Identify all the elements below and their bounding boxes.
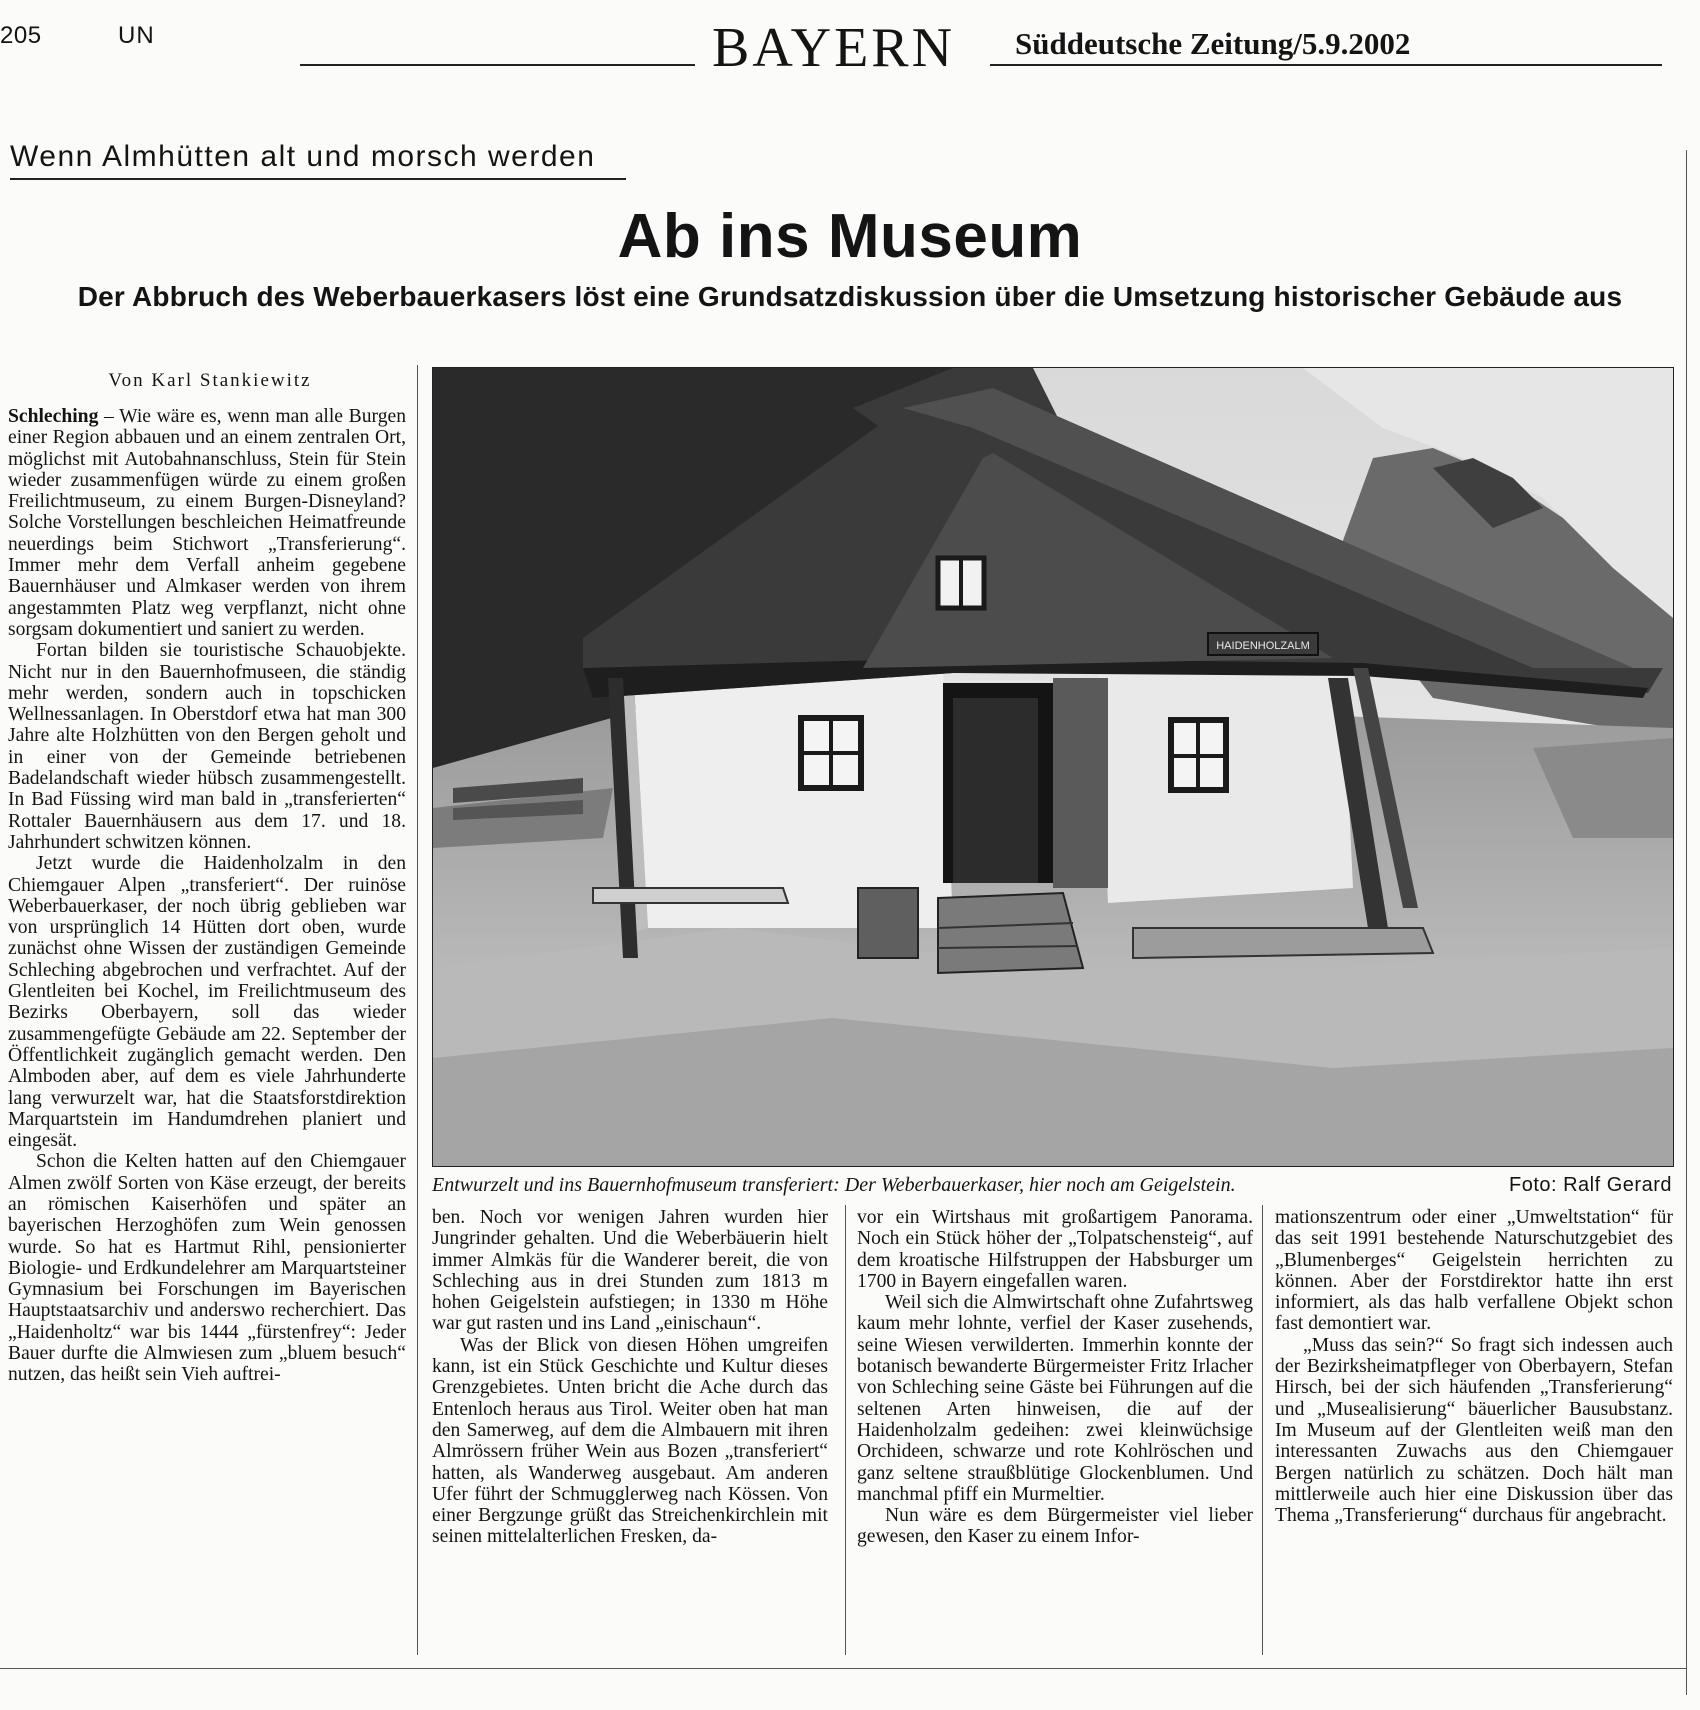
bottom-rule	[0, 1668, 1686, 1669]
header-rule-left	[300, 64, 695, 66]
dateline: Schleching	[8, 406, 99, 427]
column-rule	[845, 1205, 846, 1655]
column-4	[1275, 1207, 1673, 1526]
paragraph: mationszentrum oder einer „Umweltstation“ für das seit 1991 bestehende Naturschutzgebiet des „Blumenberges“ Geigelstein herrichten zu können. Aber der Forstdirektor hatte ihn erst informiert, als das halb verfallene Objekt schon fast demontiert war.	[1275, 1207, 1673, 1335]
paragraph: vor ein Wirtshaus mit großartigem Panorama. Noch ein Stück höher der „Tolpatschensteig“, auf dem kroatische Hilfstruppen der Habsburger um 1700 in Bayern eingefallen waren.	[857, 1207, 1253, 1292]
paragraph: Fortan bilden sie touristische Schauobjekte. Nicht nur in den Bauernhofmuseen, die ständig mehr werden, sondern auch in topschicken Wellnessanlagen. In Oberstdorf etwa hat man 300 Jahre alte Holzhütten von den Bergen geholt und in einer von der Gemeinde betriebenen Badelandschaft wieder hübsch zusammengestellt. In Bad Füssing wird man bald in „transferierten“ Rottaler Bauernhäusern aus dem 17. und 18. Jahrhundert schwitzen können.	[8, 640, 406, 853]
byline: Von Karl Stankiewitz	[108, 370, 312, 391]
kicker-underline	[10, 178, 626, 180]
paragraph: Nun wäre es dem Bürgermeister viel lieber gewesen, den Kaser zu einem Infor-	[857, 1505, 1253, 1548]
paragraph: Weil sich die Almwirtschaft ohne Zufahrtsweg kaum mehr lohnte, verfiel der Kaser zusehends, seine Wiesen verwilderten. Immerhin konnte der botanisch bewanderte Bürgermeister Fritz Irlacher von Schleching seine Gäste bei Führungen auf die seltenen Arten hinweisen, die auf der Haidenholzalm gedeihen: zwei kleinwüchsige Orchideen, schwarze und rote Kohlröschen und ganz seltene straußblütige Glockenblumen. Und manchmal pfiff ein Murmeltier.	[857, 1292, 1253, 1505]
paragraph: Jetzt wurde die Haidenholzalm in den Chiemgauer Alpen „transferiert“. Der ruinöse Weberbauerkaser, der noch übrig geblieben war von ursprünglich 14 Hütten dort oben, wurde zunächst ohne Wissen der zuständigen Gemeinde Schleching abgebrochen und verfrachtet. Auf der Glentleiten bei Kochel, im Freilichtmuseum des Bezirks Oberbayern, soll das wieder zusammengefügte Gebäude am 22. September der Öffentlichkeit zugänglich gemacht werden. Den Almboden aber, auf dem es viele Jahrhunderte lang verwurzelt war, hat die Staatsforstdirektion Marquartstein im Handumdrehen planiert und eingesät.	[8, 853, 406, 1152]
column-rule	[1262, 1205, 1263, 1655]
page-edge-line	[1686, 150, 1687, 1695]
column-2	[432, 1207, 828, 1548]
paragraph: Schleching – Wie wäre es, wenn man alle Burgen einer Region abbauen und an einem zentralen Ort, möglichst mit Autobahnanschluss, Stein für Stein wieder zusammenfügen würde zu einem großen Freilichtmuseum, zu einem Burgen-Disneyland? Solche Vorstellungen beschleichen Heimatfreunde neuerdings beim Stichwort „Transferierung“. Immer mehr dem Verfall anheim gegebene Bauernhäuser und Almkaser werden von ihrem angestammten Platz weg verpflanzt, nicht ohne sorgsam dokumentiert und saniert zu werden.	[8, 406, 406, 640]
paragraph: Was der Blick von diesen Höhen umgreifen kann, ist ein Stück Geschichte und Kultur dieses Grenzgebietes. Unten bricht die Ache durch das Entenloch heraus aus Tirol. Weiter oben hat man den Samerweg, auf dem die Almbauern mit ihren Almrössern früher Wein aus Bozen „transferiert“ hatten, als Wanderweg ausgebaut. Am anderen Ufer führt der Schmugglerweg nach Kössen. Von einer Bergzunge grüßt das Streichenkirchlein mit seinen mittelalterlichen Fresken, da-	[432, 1334, 828, 1548]
paragraph: Schon die Kelten hatten auf den Chiemgauer Almen zwölf Sorten von Käse erzeugt, der bereits an römischen Kaiserhöfen und später an bayerischen Herzoghöfen zum Wein genossen wurde. So hat es Hartmut Rihl, pensionierter Biologie- und Erdkundelehrer am Marquartsteiner Gymnasium bei Forschungen im Bayerischen Hauptstaatsarchiv und anderswo recherchiert. Das „Haidenholtz“ war bis 1444 „fürstenfrey“: Jeder Bauer durfte die Almwiesen zum „bluem besuch“ nutzen, das heißt sein Vieh auftrei-	[8, 1151, 406, 1386]
hut-sign-text: HAIDENHOLZALM	[1216, 640, 1310, 652]
paragraph: „Muss das sein?“ So fragt sich indessen auch der Bezirksheimatpfleger von Oberbayern, Stefan Hirsch, bei der sich häufenden „Transferierung“ und „Musealisierung“ bäuerlicher Bausubstanz. Im Museum auf der Glentleiten weiß man den interessanten Zuwachs aus den Chiemgauer Bergen natürlich zu schätzen. Doch hält man mittlerweile auch hier eine Diskussion über das Thema „Transferierung“ durchaus für angebracht.	[1275, 1334, 1673, 1527]
caption-text: Entwurzelt und ins Bauernhofmuseum transferiert: Der Weberbauerkaser, hier noch am Geigelstein.	[432, 1174, 1236, 1196]
header-rule-right	[990, 64, 1662, 66]
publication-date: Süddeutsche Zeitung/5.9.2002	[1015, 26, 1411, 61]
page-code: UN	[118, 22, 155, 49]
article-kicker: Wenn Almhütten alt und morsch werden	[10, 140, 596, 173]
article-photo	[432, 367, 1674, 1167]
column-3	[857, 1207, 1253, 1548]
page-number: 205	[0, 22, 42, 49]
column-1	[8, 406, 406, 1386]
section-title: BAYERN	[712, 17, 956, 79]
paragraph: ben. Noch vor wenigen Jahren wurden hier Jungrinder gehalten. Und die Weberbäuerin hielt immer Almkäs für die Wanderer bereit, die von Schleching aus in drei Stunden zum 1813 m hohen Geigelstein aufstiegen; in 1330 m Höhe war gut rasten und ins Land „einischaun“.	[432, 1207, 828, 1335]
photo-caption	[432, 1174, 1672, 1197]
photo-credit: Foto: Ralf Gerard	[1508, 1174, 1672, 1196]
article-subheadline: Der Abbruch des Weberbauerkasers löst eine Grundsatzdiskussion über die Umsetzung historischer Gebäude aus	[77, 281, 1623, 312]
column-rule	[417, 365, 418, 1655]
article-headline: Ab ins Museum	[617, 202, 1083, 271]
